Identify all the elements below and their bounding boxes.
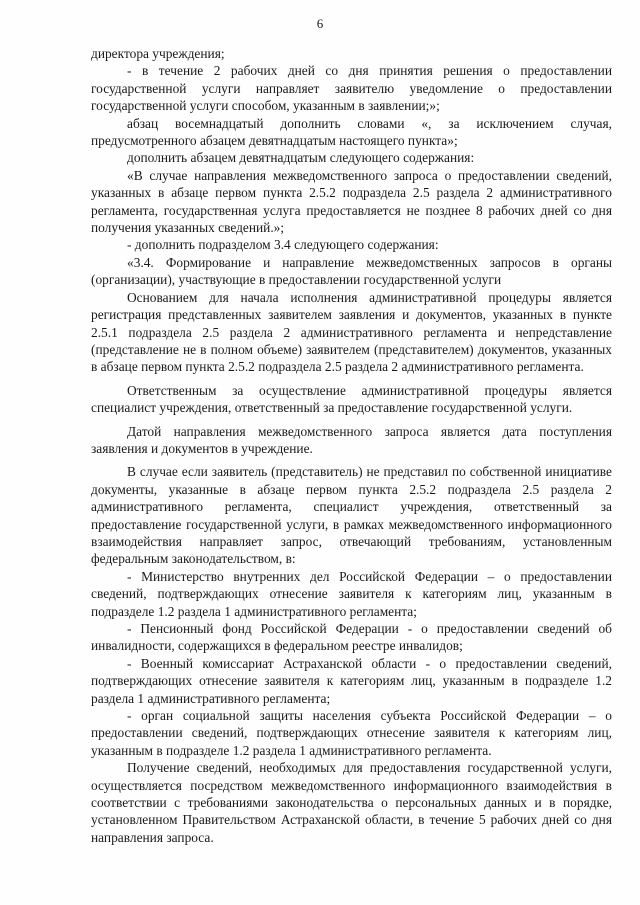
paragraph: «В случае направления межведомственного запроса о предоставлении сведений, указанных в абзаце первом пункта 2.5.2 подраздела 2.5 раздела 2 административного регламента, государственная услуга предоставляется не позднее 8 рабочих дней со дня получения указанных сведений.»;: [91, 167, 612, 236]
paragraph: - орган социальной защиты населения субъекта Российской Федерации – о предоставлении сведений, подтверждающих отнесение заявителя к категориям лиц, указанным в подразделе 1.2 раздела 1 административного регламента.: [91, 708, 612, 758]
paragraph: «3.4. Формирование и направление межведомственных запросов в органы (организации), участвующие в предоставлении государственной услуги: [91, 254, 612, 288]
paragraph: - в течение 2 рабочих дней со дня принятия решения о предоставлении государственной услуги направляет заявителю уведомление о предоставлении государственной услуги способом, указанным в заявлении;»;: [91, 63, 612, 114]
paragraph: директора учреждения;: [91, 46, 225, 61]
paragraph: Получение сведений, необходимых для предоставления государственной услуги, осуществляется посредством межведомственного информационного взаимодействия в соответствии с требованиями законодательства о персональных данных и в порядке, установленном Правительством Астраханской области, в течение 5 рабочих дней со дня направления запроса.: [91, 760, 612, 845]
page-number: 6: [316, 16, 324, 31]
paragraph: - дополнить подразделом 3.4 следующего содержания:: [127, 237, 439, 253]
paragraph: - Военный комиссариат Астраханской области - о предоставлении сведений, подтверждающих отнесение заявителя к категориям лиц, указанным в подразделе 1.2 раздела 1 административного регламента;: [91, 655, 612, 706]
paragraph: Основанием для начала исполнения административной процедуры является регистрация представленных заявителем заявления и документов, указанных в пункте 2.5.1 подраздела 2.5 раздела 2 административного регламента и непредставление (представление не в полном объеме) заявителем (представителем) документов, указанных в абзаце первом пункта 2.5.2 подраздела 2.5 раздела 2 административного регламента.: [91, 289, 612, 375]
paragraph: дополнить абзацем девятнадцатым следующего содержания:: [127, 150, 475, 166]
paragraph: Ответственным за осуществление административной процедуры является специалист учреждения, ответственный за предоставление государственной услуги.: [91, 382, 612, 416]
paragraph: Датой направления межведомственного запроса является дата поступления заявления и документов в учреждение.: [91, 423, 612, 456]
paragraph: - Министерство внутренних дел Российской Федерации – о предоставлении сведений, подтверждающих отнесение заявителя к категориям лиц, указанным в подразделе 1.2 раздела 1 административного регламента;: [91, 568, 612, 619]
document-body: [91, 45, 612, 846]
paragraph: - Пенсионный фонд Российской Федерации - о предоставлении сведений об инвалидности, содержащихся в федеральном реестре инвалидов;: [91, 621, 612, 654]
paragraph: В случае если заявитель (представитель) не представил по собственной инициативе документы, указанные в абзаце первом пункта 2.5.2 подраздела 2.5 раздела 2 административного регламента, специалист учреждения, ответственный за предоставление государственной услуги, в рамках межведомственного информационного взаимодействия направляет запрос, отвечающий требованиям, установленным федеральным законодательством, в:: [91, 464, 612, 567]
paragraph: абзац восемнадцатый дополнить словами «, за исключением случая, предусмотренного абзацем девятнадцатым настоящего пункта»;: [91, 115, 612, 149]
